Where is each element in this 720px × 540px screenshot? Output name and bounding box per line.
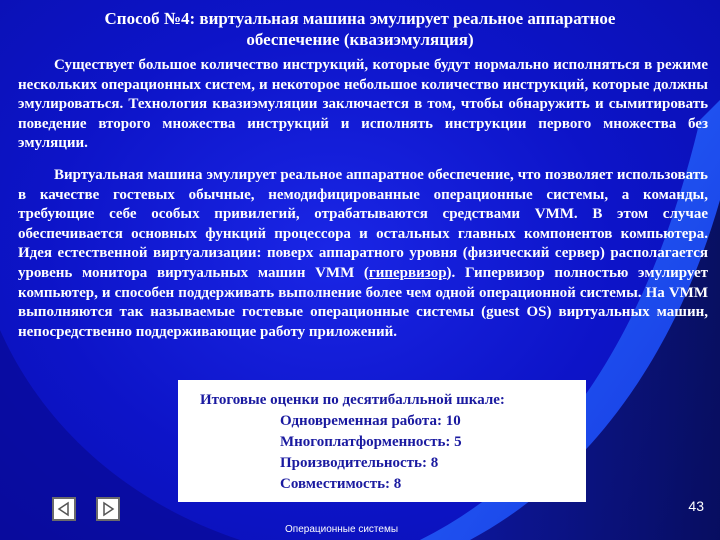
arrow-left-icon (56, 501, 72, 517)
arrow-right-icon (100, 501, 116, 517)
paragraph-2-before: Виртуальная машина эмулирует реальное аппаратное обеспечение, что позволяет использовать в качестве гостевых обычные, немодифицированные операционные системы, а команды, требующие себе особых привилегий, отрабатываются средствами VMM. В этом случае обеспечивается основных функций процессора и остальных главных компонентов компьютера. Идея естественной виртуализации: поверх аппаратного уровня (физический сервер) располагается уровень монитора виртуальных машин VMM ( (18, 167, 708, 281)
paragraph-2-after: ). Гипервизор полностью эмулирует компьютер, и способен поддерживать выполнение более чем одной операционной системы. На VMM выполняются так называемые гостевые операционные системы (guest OS) виртуальных машин, непосредственно поддерживающие работу приложений. (18, 264, 708, 340)
summary-row: Совместимость: 8 (280, 476, 402, 492)
summary-row: Одновременная работа: 10 (280, 413, 461, 429)
summary-box (178, 380, 586, 502)
next-slide-button[interactable] (96, 497, 120, 521)
title-line-1: Способ №4: виртуальная машина эмулирует реальное аппаратное (104, 9, 616, 28)
paragraph-2-text (18, 166, 708, 342)
page-number: 43 (688, 498, 704, 514)
summary-row: Производительность: 8 (280, 455, 439, 471)
paragraph-virtual-machine (18, 166, 708, 342)
title-line-2: обеспечение (квазиэмуляция) (246, 30, 474, 49)
paragraph-quasi-emulation (18, 56, 708, 154)
footer-caption: Операционные системы (285, 524, 399, 535)
hypervisor-link[interactable]: гипервизор (368, 264, 447, 281)
slide-title (40, 8, 680, 50)
summary-row: Многоплатформенность: 5 (280, 434, 462, 450)
summary-heading: Итоговые оценки по десятибалльной шкале: (200, 392, 505, 408)
prev-slide-button[interactable] (52, 497, 76, 521)
paragraph-1-text: Существует большое количество инструкций, которые будут нормально исполняться в режиме нескольких операционных систем, и некоторое небольшое количество инструкций, которые должны эмулироваться. Технология квазиэмуляции заключается в том, чтобы обнаружить и сымитировать поведение второго множества инструкций и исполнять инструкции первого множества без эмуляции. (18, 57, 708, 152)
